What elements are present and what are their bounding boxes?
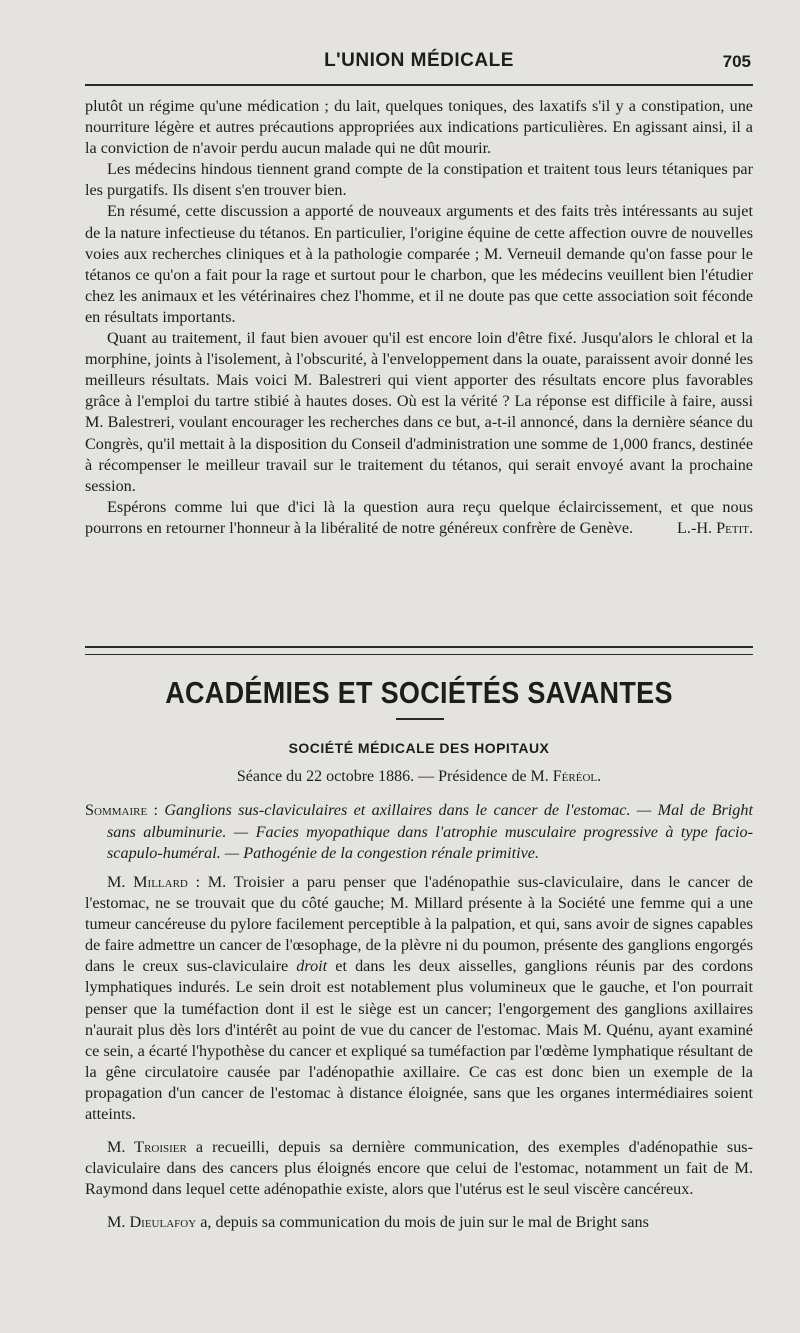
author-signature: L.-H. Petit. [677,518,753,537]
proceedings [85,872,753,1234]
speaker-name: M. Troisier [107,1138,187,1157]
speaker-name: M. Dieulafoy [107,1213,197,1232]
paragraph-dieulafoy [85,1212,753,1233]
session-date: Séance du 22 octobre 1886. — Présidence de M. [236,768,549,785]
title-underline [396,718,444,720]
summary-text: Ganglions sus-claviculaires et axillaires dans le cancer de l'estomac. — Mal de Bright sans albuminurie. — Facies myopathique dans l'atrophie musculaire progressive à type facio-scapulo-huméral. — Pathogénie de la congestion rénale primitive. [107,801,753,862]
paragraph: En résumé, cette discussion a apporté de nouveaux arguments et des faits très intéressants au sujet de la nature infectieuse du tétanos. En particulier, l'origine équine de cette affection ouvre de nouvelles voies aux recherches cliniques et à la pathologie comparée ; M. Verneuil demande qu'on fasse pour le tétanos ce qu'on a fait pour la rage et surtout pour le charbon, que les médecins veuillent bien l'étudier chez les animaux et les vétérinaires chez l'homme, et il ne doute pas que cette association soit féconde en résultats importants. [85,202,753,326]
paragraph-millard [85,872,753,1125]
paragraph-text: a, depuis sa communication du mois de juin sur le mal de Bright sans [200,1213,649,1232]
society-name: SOCIÉTÉ MÉDICALE DES HOPITAUX [288,740,550,756]
page-header [85,46,753,76]
paragraph-text: et dans les deux aisselles, ganglions réunis par des cordons lymphatiques indurés. Le sein droit est notablement plus volumineux que le gauche, et l'on pourrait penser que la tuméfaction dont il est le siège est un cancer; l'engorgement des ganglions axillaires n'aurait plus dès lors d'intérêt au point de vue du cancer de l'estomac. Mais M. Quénu, ayant examiné ce sein, a écarté l'hypothèse du cancer et expliqué sa tuméfaction par l'œdème lymphatique résultant de la gêne circulatoire causée par l'adénopathie axillaire. Ce cas est donc bien un exemple de la propagation d'un cancer de l'estomac à distance éloignée, sans que les organes intermédiaires soient atteints. [85,957,753,1124]
header-rule [85,84,753,86]
paragraph: Les médecins hindous tiennent grand compte de la constipation et traitent tous leurs tétaniques par les purgatifs. Ils disent s'en trouver bien. [85,160,753,200]
emphasis: droit [296,957,328,976]
section-divider [85,646,753,655]
paragraph: Quant au traitement, il faut bien avouer qu'il est encore loin d'être fixé. Jusqu'alors le chloral et la morphine, joints à l'isolement, à l'obscurité, à l'enveloppement dans la ouate, paraissent avoir donné les meilleurs résultats. Mais voici M. Balestreri qui vient apporter des résultats encore plus favorables grâce à l'emploi du tartre stibié à hautes doses. Où est la vérité ? La réponse est difficile à faire, aussi M. Balestreri, voulant encourager les recherches dans ce but, a-t-il annoncé, dans la dernière séance du Congrès, qu'il mettait à la disposition du Conseil d'administration une somme de 1,000 francs, destinée à récompenser le meilleur travail sur le traitement du tétanos, qui serait envoyé avant la prochaine session. [85,329,753,495]
president-name: Féréol. [552,768,602,785]
paragraph: plutôt un régime qu'une médication ; du lait, quelques toniques, des laxatifs s'il y a constipation, une nourriture légère et autres précautions appropriées aux indications particulières. En agissant ainsi, il a la conviction de n'avoir perdu aucun malade qui ne dût mourir. [85,97,753,158]
summary [85,800,753,865]
section-title: ACADÉMIES ET SOCIÉTÉS SAVANTES [165,676,673,710]
paragraph-text: M. Troisier a paru penser que l'adénopathie sus-claviculaire, dans le cancer de l'estomac, ne se trouvait que du côté gauche; M. Millard présente à la Société une femme qui a une tumeur cancéreuse du pylore facilement perceptible à la palpation, et qui, sans avoir de signes capables de faire admettre un cancer de l'œsophage, de la plèvre ni du poumon, présente des ganglions engorgés dans le creux sus-claviculaire [85,873,753,976]
closing-paragraph [85,497,753,539]
paragraph-text: a recueilli, depuis sa dernière communication, des exemples d'adénopathie sus-claviculaire dans des cancers plus éloignés encore que celui de l'estomac, notamment un fait de M. Raymond dans lequel cette adénopathie existe, alors que l'utérus est le seul viscère cancéreux. [85,1138,754,1199]
article-continuation [85,96,753,539]
summary-lead: Sommaire : [85,801,159,819]
page-number: 705 [722,52,751,71]
running-title: L'UNION MÉDICALE [324,50,514,71]
closing-text: Espérons comme lui que d'ici là la question aura reçu quelque éclaircissement, et que nous pourrons en retourner l'honneur à la libéralité de notre généreux confrère de Genève. [85,497,753,537]
session-line [85,768,753,786]
speaker-name: M. Millard : [107,873,201,891]
paragraph-troisier [85,1137,753,1200]
